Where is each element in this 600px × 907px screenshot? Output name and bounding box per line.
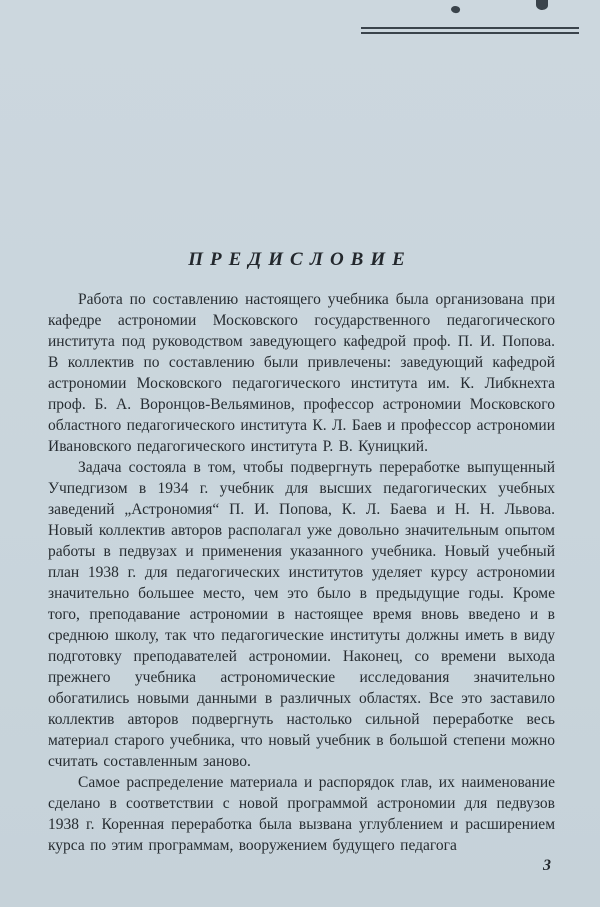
paragraph: Задача состояла в том, чтобы подвергнуть переработке выпущенный Учпедгизом в 1934 г. учебник для высших педагогических учебных заведений „Астрономия“ П. И. Попова, К. Л. Баева и Н. Н. Львова. Новый коллектив авторов располагал уже довольно значительным опытом работы в педвузах и применения указанного учебника. Новый учебный план 1938 г. для педагогических институтов уделяет курсу астрономии значительно большее место, чем это было в предыдущие годы. Кроме того, преподавание астрономии в настоящее время вновь введено и в среднюю школу, так что педагогические институты должны иметь в виду подготовку преподавателей астрономии. Наконец, со времени выхода прежнего учебника астрономические исследования значительно обогатились новыми данными в различных областях. Все это заставило коллектив авторов подвергнуть настолько сильной переработке весь материал старого учебника, что новый учебник в большой степени можно считать составленным заново. [48, 459, 555, 770]
text-block [48, 289, 555, 856]
paragraph: Работа по составлению настоящего учебника была организована при кафедре астрономии Московского государственного педагогического института под руководством заведующего кафедрой проф. П. И. Попова. В коллектив по составлению были привлечены: заведующий кафедрой астрономии Московского педагогического института им. К. Либкнехта проф. Б. А. Воронцов-Вельяминов, профессор астрономии Московского областного педагогического института К. Л. Баев и профессор астрономии Ивановского педагогического института Р. В. Куницкий. [48, 291, 555, 455]
chapter-title: ПРЕДИСЛОВИЕ [188, 249, 412, 270]
scan-artifact-speck [450, 5, 460, 14]
page-number: 3 [543, 857, 551, 874]
scan-artifact-speck [536, 0, 548, 10]
paragraph: Самое распределение материала и распорядок глав, их наименование сделано в соответствии с новой программой астрономии для педвузов 1938 г. Коренная переработка была вызвана углублением и расширением курса по этим программам, вооружением будущего педагога [48, 774, 555, 854]
header-double-rule [361, 27, 579, 34]
